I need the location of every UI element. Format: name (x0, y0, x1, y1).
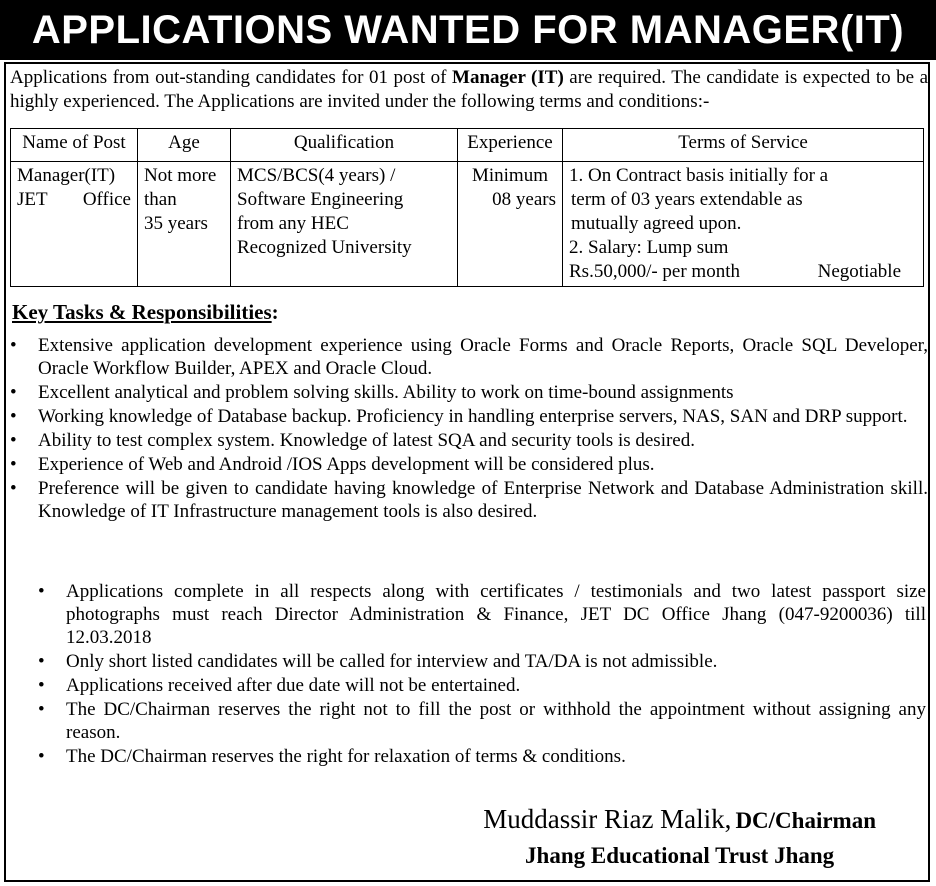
key-tasks-title: Key Tasks & Responsibilities (12, 300, 272, 324)
header-qualification: Qualification (231, 129, 458, 162)
intro-post-name: Manager (IT) (452, 67, 564, 88)
list-item (38, 745, 926, 768)
responsibilities-list (10, 334, 928, 524)
list-item (10, 453, 928, 476)
qualification-line-4: Recognized University (237, 237, 412, 258)
cell-age (138, 162, 231, 287)
terms-line-4: 2. Salary: Lump sum (569, 237, 729, 258)
list-item-text: Ability to test complex system. Knowledge of latest SQA and security tools is desired. (38, 430, 695, 451)
key-tasks-colon: : (271, 300, 279, 324)
bullet-icon: • (38, 699, 45, 720)
terms-line-2: term of 03 years extendable as (571, 189, 803, 210)
cell-name-of-post (11, 162, 138, 287)
salary-amount: Rs.50,000/- per month (569, 261, 740, 282)
bullet-icon: • (38, 651, 45, 672)
note-text: The DC/Chairman reserves the right for relaxation of terms & conditions. (66, 746, 626, 767)
bullet-icon: • (10, 382, 17, 403)
bullet-icon: • (38, 675, 45, 696)
post-name-line-1: Manager(IT) (17, 165, 116, 186)
list-item (10, 334, 928, 380)
salary-negotiable: Negotiable (817, 261, 901, 282)
list-item-text: Working knowledge of Database backup. Proficiency in handling enterprise servers, NAS, SAN and DRP support. (38, 406, 908, 427)
post-details-table (10, 128, 924, 287)
intro-text-1: Applications from out-standing candidates for 01 post of (10, 67, 453, 88)
key-tasks-heading (12, 300, 279, 325)
age-line-3: 35 years (144, 213, 208, 234)
list-item-text: Experience of Web and Android /IOS Apps development will be considered plus. (38, 454, 655, 475)
page-title: APPLICATIONS WANTED FOR MANAGER(IT) (0, 0, 936, 60)
age-line-1: Not more (144, 165, 217, 186)
list-item (38, 698, 926, 744)
table-row (11, 162, 924, 287)
terms-line-3: mutually agreed upon. (571, 213, 742, 234)
cell-experience (458, 162, 563, 287)
application-notes-list (38, 580, 926, 769)
qualification-line-3: from any HEC (237, 213, 349, 234)
signatory-title: DC/Chairman (735, 808, 876, 833)
post-name-line-2 (17, 188, 131, 212)
header-name-of-post: Name of Post (11, 129, 138, 162)
cell-terms-of-service (563, 162, 924, 287)
note-text: The DC/Chairman reserves the right not to fill the post or withhold the appointment without assigning any reason. (66, 699, 926, 743)
list-item-text: Extensive application development experience using Oracle Forms and Oracle Reports, Oracle SQL Developer, Oracle Workflow Builder, APEX and Oracle Cloud. (38, 335, 928, 379)
note-text: Only short listed candidates will be called for interview and TA/DA is not admissible. (66, 651, 718, 672)
terms-line-1: 1. On Contract basis initially for a (569, 165, 829, 186)
list-item (38, 674, 926, 697)
list-item-text: Excellent analytical and problem solving skills. Ability to work on time-bound assignments (38, 382, 734, 403)
list-item-text: Preference will be given to candidate having knowledge of Enterprise Network and Database Administration skill. Knowledge of IT Infrastructure management tools is also desired. (38, 478, 928, 522)
note-text: Applications received after due date will not be entertained. (66, 675, 521, 696)
terms-line-5 (569, 260, 917, 284)
cell-qualification (231, 162, 458, 287)
bullet-icon: • (10, 430, 17, 451)
intro-text-2: are required. The candidate is expected to be a highly experienced. The Applications are invited under the following terms and conditions:- (10, 67, 929, 112)
qualification-line-2: Software Engineering (237, 189, 404, 210)
bullet-icon: • (10, 406, 17, 427)
header-experience: Experience (458, 129, 563, 162)
organization-name: Jhang Educational Trust Jhang (525, 843, 835, 868)
intro-paragraph (10, 66, 928, 114)
post-name-jet: JET (17, 189, 48, 210)
list-item (10, 477, 928, 523)
list-item (10, 381, 928, 404)
age-line-2: than (144, 189, 177, 210)
note-text: Applications complete in all respects along with certificates / testimonials and two latest passport size photographs must reach Director Administration & Finance, JET DC Office Jhang (047-9200036) till 12.03.2018 (66, 581, 926, 648)
post-name-office: Office (82, 189, 131, 210)
list-item (38, 580, 926, 649)
table-header-row (11, 129, 924, 162)
bullet-icon: • (10, 454, 17, 475)
qualification-line-1: MCS/BCS(4 years) / (237, 165, 396, 186)
signature-line (483, 804, 876, 835)
header-age: Age (138, 129, 231, 162)
list-item (38, 650, 926, 673)
bullet-icon: • (10, 478, 17, 499)
list-item (10, 405, 928, 428)
experience-line-2: 08 years (492, 189, 556, 210)
bullet-icon: • (10, 335, 17, 356)
bullet-icon: • (38, 746, 45, 767)
bullet-icon: • (38, 581, 45, 602)
list-item (10, 429, 928, 452)
experience-line-1: Minimum (471, 165, 548, 186)
signatory-name: Muddassir Riaz Malik, (483, 804, 732, 834)
header-terms-of-service: Terms of Service (563, 129, 924, 162)
signature-block (483, 804, 876, 869)
